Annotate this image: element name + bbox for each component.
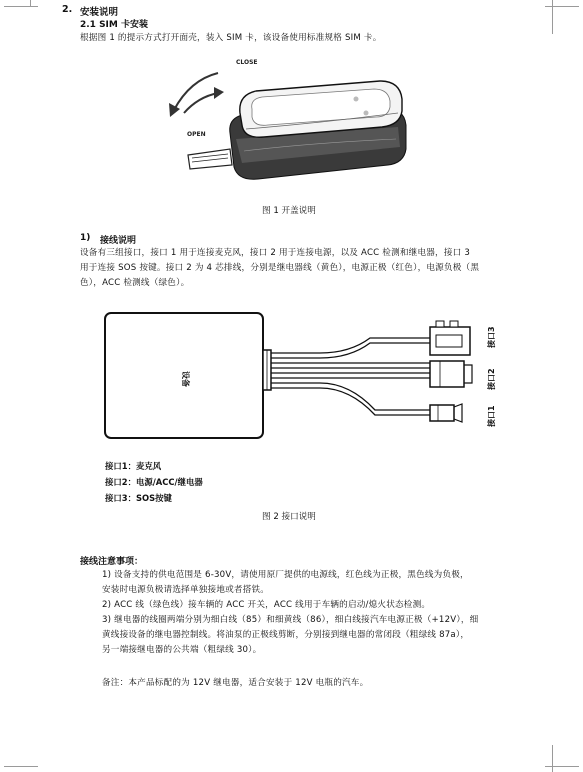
wiring-line-1: 设备有三组接口，接口 1 用于连接麦克风，接口 2 用于连接电源，以及 ACC 检测和继电器，接口 3 — [80, 248, 471, 258]
close-label: CLOSE — [236, 59, 258, 66]
port-1-label: 接口1 — [487, 405, 496, 427]
wiring-line-2: 用于连接 SOS 按键。接口 2 为 4 芯排线，分别是继电器线（黄色），电源正极（红色），电源负极（黑 — [80, 263, 480, 273]
notes-heading: 接线注意事项： — [80, 557, 144, 567]
crop-mark — [552, 745, 553, 772]
wiring-heading-number: 1) — [80, 233, 91, 243]
wiring-heading: 接线说明 — [100, 236, 137, 246]
figure-2-diagram — [100, 305, 520, 445]
legend-port-1: 接口1：麦克风 — [105, 461, 162, 471]
legend-port-3: 接口3：SOS按键 — [105, 493, 172, 503]
notes-remark: 备注：本产品标配的为 12V 继电器，适合安装于 12V 电瓶的汽车。 — [102, 678, 369, 688]
notes-line-2: 安装时电源负极请选择单独接地或者搭铁。 — [102, 585, 270, 595]
section-number: 2. — [62, 4, 73, 15]
crop-mark — [4, 6, 38, 7]
port-2-label: 接口2 — [487, 368, 496, 390]
legend-port-2: 接口2：电源/ACC/继电器 — [105, 477, 203, 487]
crop-mark — [545, 6, 579, 7]
wiring-line-3: 色），ACC 检测线（绿色）。 — [80, 278, 190, 288]
sim-heading: 2.1 SIM 卡安装 — [80, 20, 148, 30]
crop-mark — [552, 0, 553, 34]
notes-line-5: 黄线接设备的继电器控制线。将油泵的正极线剪断，分别接到继电器的常闭段（粗绿线 87a）， — [102, 630, 470, 640]
port-3-label: 接口3 — [487, 326, 496, 348]
notes-line-6: 另一端接继电器的公共端（粗绿线 30）。 — [102, 645, 262, 655]
figure-1-caption: 图 1 开盖说明 — [262, 206, 316, 216]
figure-2-caption: 图 2 接口说明 — [262, 512, 316, 522]
crop-mark — [4, 766, 38, 767]
notes-line-4: 3) 继电器的线圈两端分别为细白线（85）和细黄线（86），细白线接汽车电源正极（+12V），细 — [102, 615, 479, 625]
sim-text: 根据图 1 的提示方式打开面壳，装入 SIM 卡，该设备使用标准规格 SIM 卡。 — [80, 33, 382, 43]
notes-line-1: 1) 设备支持的供电范围是 6-30V，请使用原厂提供的电源线，红色线为正极，黑色线为负极， — [102, 570, 469, 580]
device-label: 设备 — [181, 371, 190, 387]
section-title: 安装说明 — [80, 7, 119, 18]
crop-mark — [30, 0, 31, 6]
notes-line-3: 2) ACC 线（绿色线）接车辆的 ACC 开关，ACC 线用于车辆的启动/熄火状态检测。 — [102, 600, 431, 610]
crop-mark — [545, 766, 579, 767]
open-label: OPEN — [187, 131, 206, 138]
figure-1-illustration — [160, 55, 430, 195]
